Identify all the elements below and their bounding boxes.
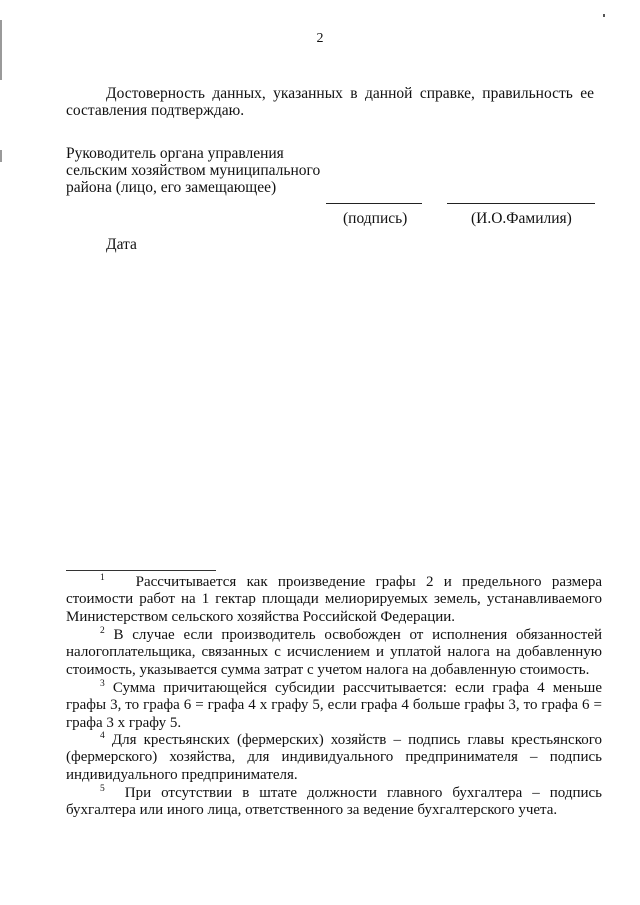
- footnote-mark: 3: [100, 679, 105, 689]
- footnote-text: В случае если производитель освобожден от исполнения обязанностей налогоплательщика, связанных с исчислением и уплатой налога на добавленную стоимость, указывается сумма затрат с учетом налога на добавленную стоимость.: [66, 627, 603, 678]
- signatory-line-3: района (лицо, его замещающее): [66, 179, 277, 196]
- footnote-5: [66, 785, 602, 820]
- signatory-line-1: Руководитель органа управления: [66, 145, 284, 162]
- footnote-text: Сумма причитающейся субсидии рассчитывается: если графа 4 меньше графы 3, то графа 6 = графа 4 х графу 5, если графа 4 больше графы 3, то графа 6 = графа 3 х графу 5.: [66, 680, 602, 731]
- footnote-text: Рассчитывается как произведение графы 2 и предельного размера стоимости работ на 1 гектар площади мелиорируемых земель, устанавливаемого Министерством сельского хозяйства Российской Федерации.: [66, 574, 602, 625]
- footnote-mark: 2: [100, 626, 105, 636]
- footnote-mark: 5: [100, 784, 105, 794]
- scan-edge-mark: [0, 20, 2, 80]
- signatory-title: [66, 145, 336, 196]
- footnote-4: [66, 732, 602, 784]
- footnote-separator: [66, 570, 216, 571]
- signature-caption: (подпись): [343, 210, 408, 227]
- footnote-3: [66, 680, 602, 732]
- page-number: 2: [316, 31, 324, 46]
- footnote-2: [66, 627, 602, 679]
- confirmation-paragraph: [66, 85, 594, 119]
- footnote-text: Для крестьянских (фермерских) хозяйств – подпись главы крестьянского (фермерского) хозяйства, для индивидуального предпринимателя – подпись индивидуального предпринимателя.: [66, 732, 603, 783]
- name-caption: (И.О.Фамилия): [471, 210, 572, 227]
- footnote-1: [66, 574, 602, 626]
- footnote-mark: 4: [100, 731, 105, 741]
- scan-speck: [603, 14, 605, 17]
- name-line: [447, 203, 595, 204]
- footnote-text: При отсутствии в штате должности главного бухгалтера – подпись бухгалтера или иного лица, ответственного за ведение бухгалтерского учета.: [66, 785, 603, 819]
- footnote-mark: 1: [100, 573, 105, 583]
- date-label: Дата: [106, 236, 137, 253]
- scan-edge-mark: [0, 150, 2, 162]
- signature-line: [326, 203, 422, 204]
- confirmation-text: Достоверность данных, указанных в данной справке, правильность ее составления подтверждаю.: [66, 85, 594, 119]
- signatory-line-2: сельским хозяйством муниципального: [66, 162, 321, 179]
